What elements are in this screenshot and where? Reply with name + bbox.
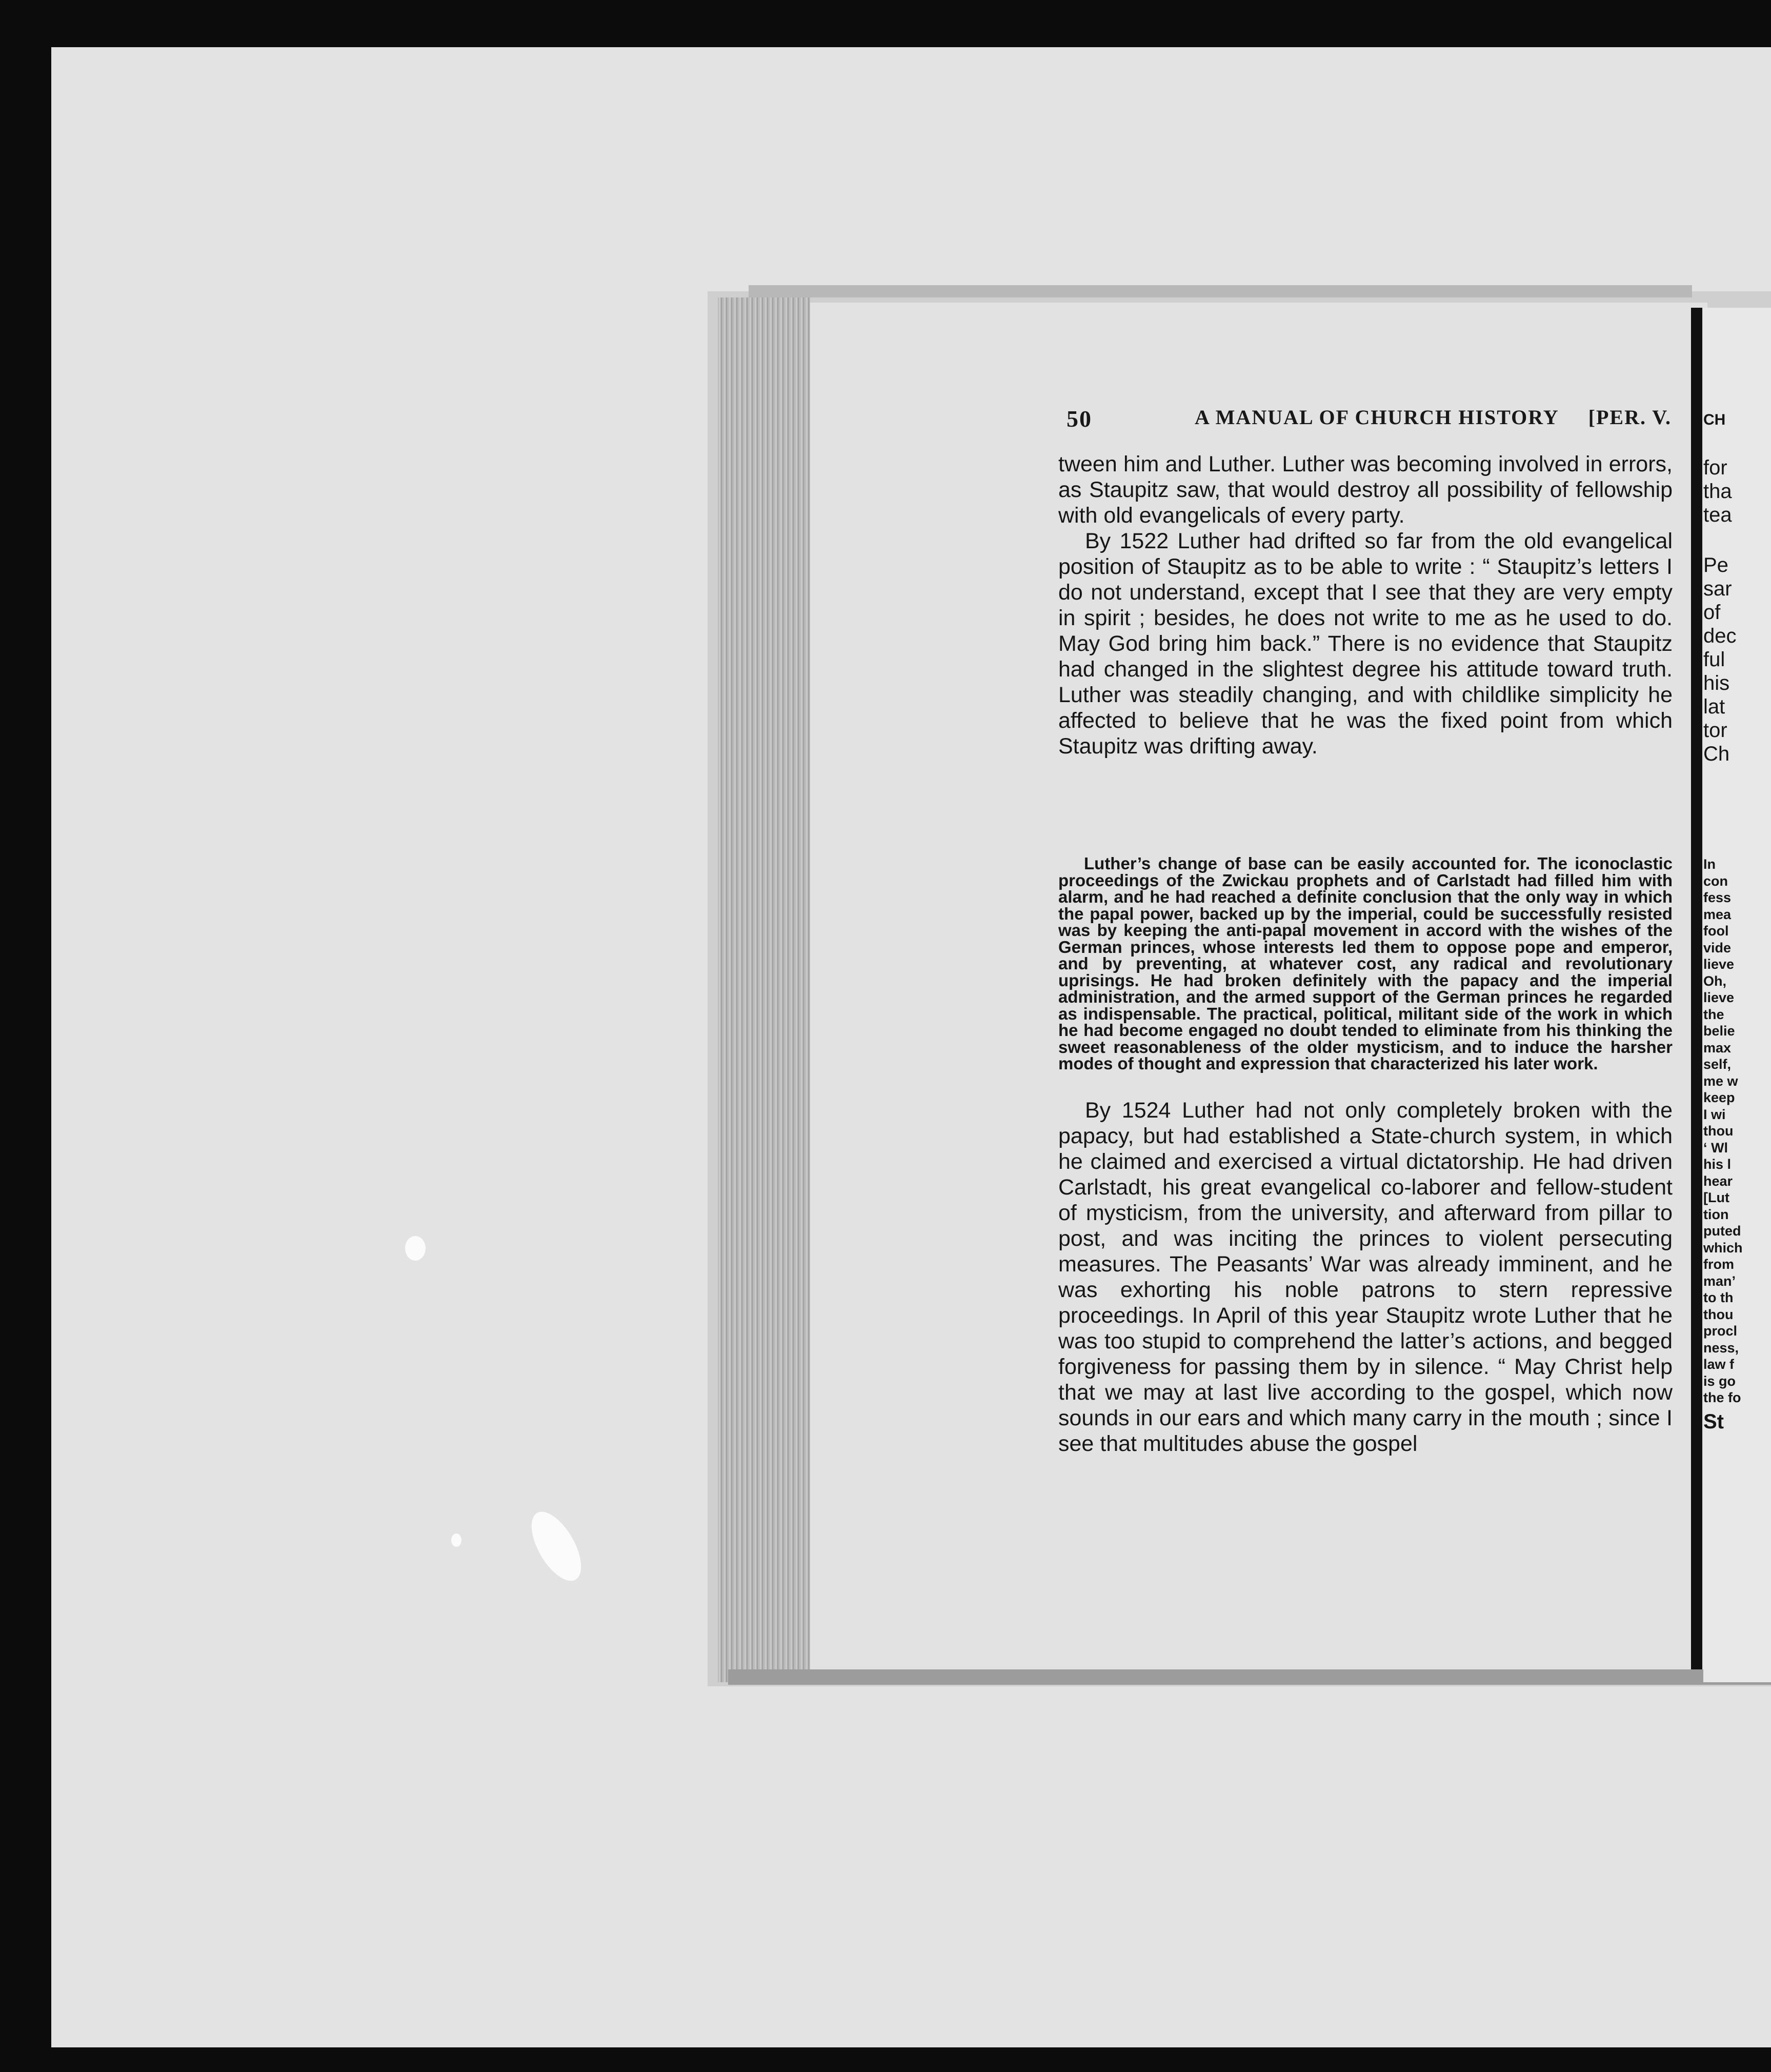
right-page-fragment: puted (1703, 1223, 1741, 1239)
right-page-fragment: Ch (1703, 743, 1730, 765)
page-block-edge (718, 297, 810, 1682)
right-page-fragment: max (1703, 1040, 1732, 1055)
right-page-fragment: tion (1703, 1206, 1729, 1222)
right-page-fragment: procl (1703, 1323, 1738, 1339)
right-page-fragment: man’ (1703, 1273, 1736, 1289)
right-page-fragment: of (1703, 601, 1721, 624)
right-page-fragment: vide (1703, 940, 1732, 955)
right-page-fragment: self, (1703, 1057, 1732, 1072)
right-page-fragment: fool (1703, 923, 1729, 939)
right-page-fragment: St (1703, 1410, 1724, 1433)
footnote-block (1058, 855, 1673, 1072)
right-page-fragment: lieve (1703, 957, 1735, 972)
right-page-fragment: con (1703, 873, 1728, 889)
paragraph: tween him and Luther. Luther was becoming involved in errors, as Staupitz saw, that would destroy all possibility of fellowship with old evangelicals of every party. (1058, 452, 1673, 528)
right-page-fragment: mea (1703, 906, 1732, 922)
right-page-fragment: Oh, (1703, 973, 1726, 989)
page-number: 50 (1066, 406, 1092, 432)
right-page-fragment: the (1703, 1006, 1724, 1022)
book-bottom-edge (728, 1669, 1771, 1685)
closing-paragraph-block (1058, 1098, 1673, 1457)
period-reference: [PER. V. (1588, 406, 1672, 429)
right-page-fragment: for (1703, 456, 1727, 479)
right-page-fragment: to th (1703, 1290, 1734, 1305)
dust-speck (451, 1533, 461, 1547)
right-page-fragment: lieve (1703, 990, 1735, 1005)
paragraph: By 1522 Luther had drifted so far from the old evangelical position of Staupitz as to be able to write : “ Staupitz’s letters I do not understand, except that I see that they are very empty in spirit ; besides, he does not write to me as he used to do. May God bring him back.” There is no evidence that Staupitz had changed in the slightest degree his attitude toward truth. Luther was steadily changing, and with childlike simplicity he affected to believe that he was the fixed point from which Staupitz was drifting away. (1058, 529, 1673, 759)
running-title: A MANUAL OF CHURCH HISTORY (1195, 406, 1559, 429)
right-page-fragment: hear (1703, 1173, 1733, 1189)
right-page-fragment: dec (1703, 625, 1737, 647)
right-page-fragment: from (1703, 1257, 1734, 1272)
right-page-fragment: tha (1703, 480, 1732, 503)
small-print-note: Luther’s change of base can be easily accounted for. The iconoclastic proceedings of the Zwickau prophets and of Carlstadt had filled him with alarm, and he had reached a definite conclusion that the only way in which the papal power, backed up by the imperial, could be successfully resisted was by keeping the anti-papal movement in accord with the wishes of the German princes, whose interests led them to oppose pope and emperor, and by preventing, at whatever cost, any radical and revolutionary uprisings. He had broken definitely with the papacy and the imperial administration, and the armed support of the German princes he regarded as indispensable. The practical, political, militant side of the work in which he had become engaged no doubt tended to eliminate from his thinking the sweet reasonableness of the older mysticism, and to induce the harsher modes of thought and expression that characterized his later work. (1058, 854, 1673, 1073)
right-page-fragment: his l (1703, 1157, 1732, 1172)
right-page-fragment: tea (1703, 504, 1732, 526)
right-page-fragment: ‘ Wl (1703, 1140, 1728, 1155)
opening-paragraph-block (1058, 451, 1673, 759)
right-page-fragment: Pe (1703, 554, 1728, 576)
right-page (1703, 308, 1771, 1682)
right-page-fragment: belie (1703, 1023, 1735, 1039)
right-page-fragment: In (1703, 856, 1716, 872)
right-page-fragment: lat (1703, 695, 1725, 718)
paragraph: By 1524 Luther had not only completely broken with the papacy, but had established a State-church system, in which he claimed and exercised a virtual dictatorship. He had driven Carlstadt, his great evangelical co-laborer and fellow-student of mysticism, from the university, and afterward from pillar to post, and was inciting the princes to violent persecuting measures. The Peasants’ War was already imminent, and he was exhorting his noble patrons to stern repressive proceedings. In April of this year Staupitz wrote Luther that he was too stupid to comprehend the latter’s actions, and begged forgiveness for passing them by in silence. “ May Christ help that we may at last live according to the gospel, which now sounds in our ears and which many carry in the mouth ; since I see that multitudes abuse the gospel (1058, 1098, 1673, 1456)
right-page-fragment: ful (1703, 648, 1725, 671)
running-head (1066, 402, 1672, 433)
book-top-edge (749, 285, 1692, 297)
book-gutter (1691, 308, 1702, 1677)
right-page-fragment: I wi (1703, 1106, 1726, 1122)
right-page-fragment: his (1703, 672, 1730, 694)
right-page-fragment: ness, (1703, 1340, 1739, 1356)
right-page-fragment: me w (1703, 1073, 1738, 1089)
right-page-fragment: thou (1703, 1306, 1734, 1322)
right-page-fragment: law f (1703, 1357, 1735, 1372)
right-page-fragment: sar (1703, 577, 1732, 600)
right-page-fragment: tor (1703, 719, 1727, 742)
right-page-fragment: thou (1703, 1123, 1734, 1139)
right-page-fragment: is go (1703, 1373, 1736, 1389)
right-page-fragment: the fo (1703, 1390, 1741, 1405)
right-page-fragment: fess (1703, 890, 1732, 905)
right-page-fragment: CH (1703, 411, 1726, 428)
right-page-fragment: which (1703, 1240, 1743, 1256)
right-page-fragment: [Lut (1703, 1190, 1729, 1205)
dust-speck (405, 1236, 426, 1261)
right-page-fragment: keep (1703, 1090, 1735, 1105)
